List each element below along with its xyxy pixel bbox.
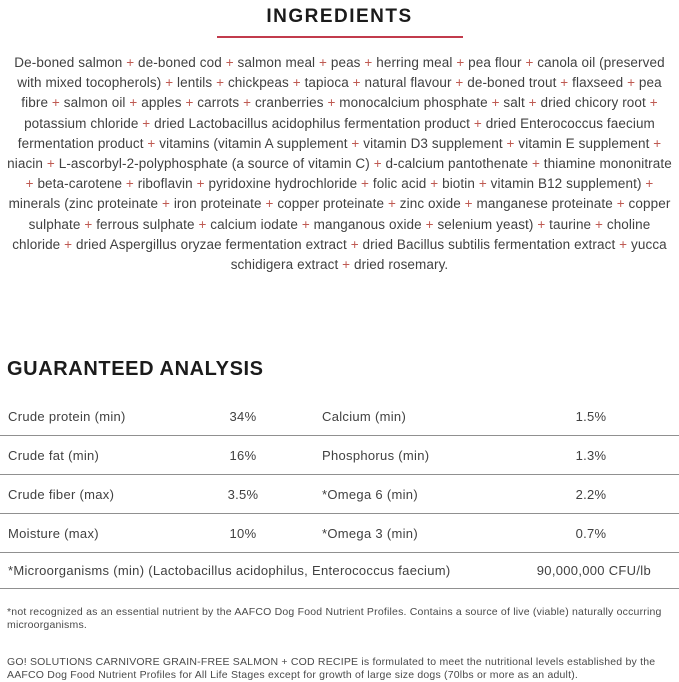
plus-separator: + — [161, 196, 170, 212]
plus-separator: + — [142, 115, 151, 131]
analysis-value: 90,000,000 CFU/lb — [536, 563, 651, 579]
guaranteed-analysis-table — [0, 397, 679, 589]
plus-separator: + — [456, 55, 465, 70]
plus-separator: + — [196, 176, 205, 192]
ingredients-title-underline — [217, 36, 463, 38]
plus-separator: + — [649, 95, 658, 111]
footnote-aafco-statement: GO! SOLUTIONS CARNIVORE GRAIN-FREE SALMON + COD RECIPE is formulated to meet the nutritional levels established by the AAFCO Dog Food Nutrient Profiles for All Life Stages except for growth of large size dogs (70lbs or more as an adult). — [7, 656, 656, 682]
plus-separator: + — [165, 75, 174, 91]
plus-separator: + — [425, 216, 434, 232]
analysis-label: Crude fiber (max) — [8, 486, 115, 502]
guaranteed-analysis-title: GUARANTEED ANALYSIS — [7, 358, 264, 381]
plus-separator: + — [627, 75, 636, 91]
plus-separator: + — [619, 236, 628, 252]
plus-separator: + — [185, 95, 194, 111]
plus-separator: + — [198, 216, 207, 232]
analysis-value: 1.5% — [575, 408, 607, 424]
plus-separator: + — [46, 156, 55, 172]
plus-separator: + — [473, 115, 482, 131]
microorganisms-row — [0, 553, 679, 589]
plus-separator: + — [653, 135, 662, 151]
plus-separator: + — [430, 176, 439, 192]
ingredients-section — [0, 6, 679, 275]
plus-separator: + — [560, 75, 569, 91]
plus-separator: + — [645, 176, 654, 192]
analysis-value: 0.7% — [575, 525, 607, 541]
plus-separator: + — [537, 216, 546, 232]
ingredients-title: INGREDIENTS — [266, 6, 413, 27]
plus-separator: + — [51, 95, 60, 111]
plus-separator: + — [361, 176, 370, 192]
analysis-row — [0, 397, 679, 436]
analysis-value: 10% — [229, 525, 257, 541]
plus-separator: + — [147, 135, 156, 151]
analysis-label: Calcium (min) — [322, 408, 407, 424]
plus-separator: + — [528, 95, 537, 111]
plus-separator: + — [319, 55, 327, 70]
footnote-nutrient-disclaimer: *not recognized as an essential nutrient by the AAFCO Dog Food Nutrient Profiles. Contains a source of live (viable) naturally occurring microorganisms. — [7, 606, 662, 632]
plus-separator: + — [64, 236, 73, 252]
plus-separator: + — [129, 95, 138, 111]
plus-separator: + — [126, 55, 135, 70]
plus-separator: + — [616, 196, 625, 212]
analysis-label: *Microorganisms (min) (Lactobacillus acidophilus, Enterococcus faecium) — [8, 563, 451, 579]
analysis-row — [0, 436, 679, 475]
analysis-row — [0, 514, 679, 553]
plus-separator: + — [243, 95, 252, 111]
analysis-label: Crude protein (min) — [8, 408, 126, 424]
analysis-value: 16% — [229, 447, 257, 463]
analysis-value: 2.2% — [575, 486, 607, 502]
plus-separator: + — [351, 135, 360, 151]
plus-separator: + — [464, 196, 473, 212]
plus-separator: + — [595, 216, 603, 232]
analysis-value: 3.5% — [227, 486, 259, 502]
analysis-label: *Omega 3 (min) — [322, 525, 418, 541]
plus-separator: + — [225, 55, 234, 70]
analysis-value: 34% — [229, 408, 257, 424]
plus-separator: + — [84, 216, 93, 232]
analysis-label: *Omega 6 (min) — [322, 486, 418, 502]
plus-separator: + — [327, 95, 336, 111]
plus-separator: + — [352, 75, 361, 91]
guaranteed-analysis-section — [0, 358, 679, 589]
analysis-value: 1.3% — [575, 447, 607, 463]
analysis-label: Phosphorus (min) — [322, 447, 430, 463]
plus-separator: + — [265, 196, 274, 212]
plus-separator: + — [387, 196, 396, 212]
plus-separator: + — [478, 176, 487, 192]
plus-separator: + — [531, 156, 540, 172]
plus-separator: + — [364, 55, 373, 70]
plus-separator: + — [491, 95, 500, 111]
plus-separator: + — [350, 236, 359, 252]
plus-separator: + — [125, 176, 134, 192]
plus-separator: + — [301, 216, 310, 232]
plus-separator: + — [342, 257, 351, 273]
analysis-label: Moisture (max) — [8, 525, 99, 541]
plus-separator: + — [525, 55, 534, 70]
analysis-label: Crude fat (min) — [8, 447, 100, 463]
plus-separator: + — [455, 75, 464, 91]
plus-separator: + — [25, 176, 34, 192]
plus-separator: + — [292, 75, 301, 91]
ingredients-text: De-boned salmon + de-boned cod + salmon meal + peas + herring meal + pea flour + canola oil (preserved with mixed tocopherols) + lentils + chickpeas + tapioca + natural flavour + de-boned trout + flaxseed + pea fibre + salmon oil + apples + carrots + cranberries + monocalcium phosphate + salt + dried chicory root + potassium chloride + dried Lactobacillus acidophilus fermentation product + dried Enterococcus faecium fermentation product + vitamins (vitamin A supplement + vitamin D3 supplement + vitamin E supplement + niacin + L-ascorbyl-2-polyphosphate (a source of vitamin C) + d-calcium pantothenate + thiamine mononitrate + beta-carotene + riboflavin + pyridoxine hydrochloride + folic acid + biotin + vitamin B12 supplement) + minerals (zinc proteinate + iron proteinate + copper proteinate + zinc oxide + manganese proteinate + copper sulphate + ferrous sulphate + calcium iodate + manganous oxide + selenium yeast) + taurine + choline chloride + dried Aspergillus oryzae fermentation extract + dried Bacillus subtilis fermentation extract + yucca schidigera extract + dried rosemary. — [7, 55, 672, 273]
plus-separator: + — [216, 75, 225, 91]
plus-separator: + — [506, 135, 515, 151]
plus-separator: + — [373, 156, 382, 172]
analysis-row — [0, 475, 679, 514]
